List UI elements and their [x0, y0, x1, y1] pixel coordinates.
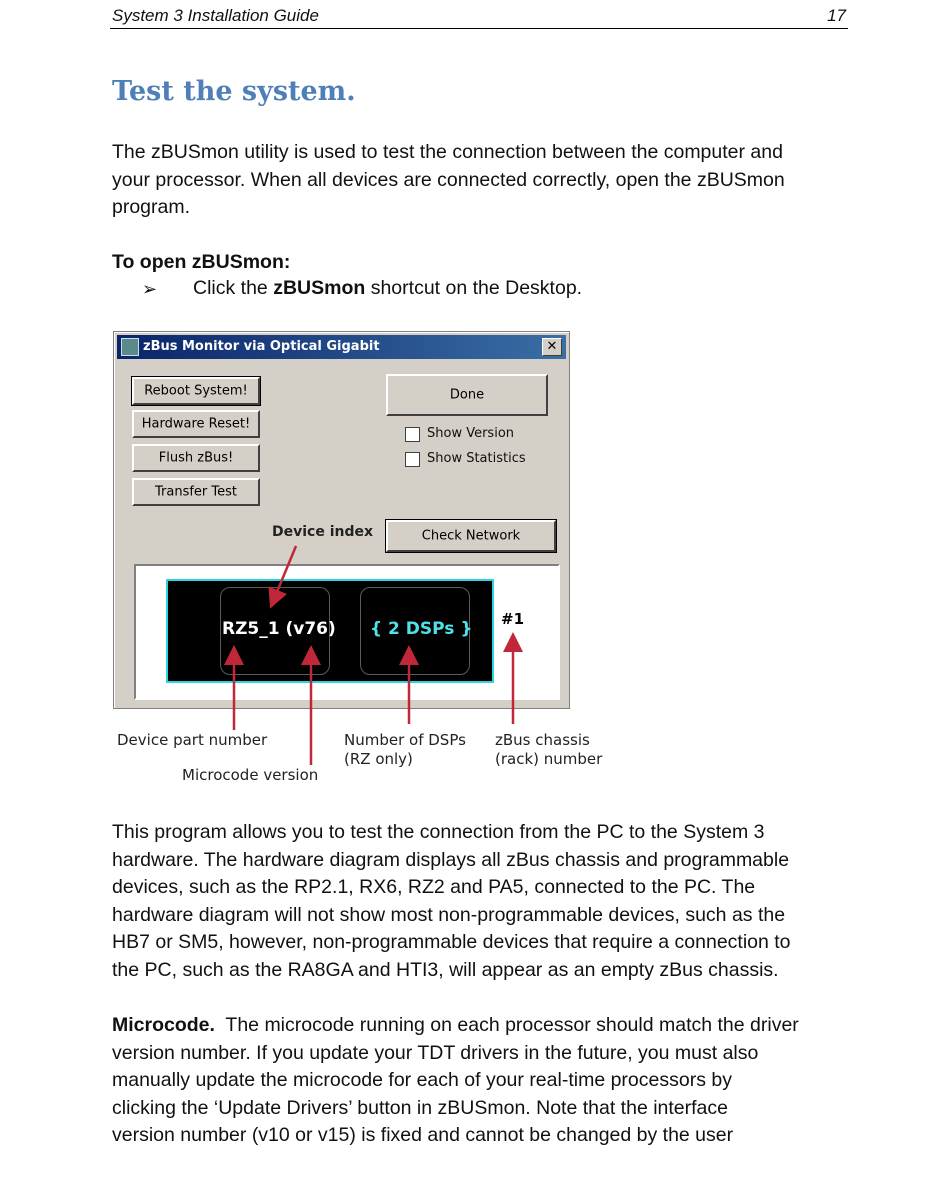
- intro-line: your processor. When all devices are connected correctly, open the zBUSmon: [112, 168, 785, 191]
- microcode-line: version number. If you update your TDT drivers in the future, you must also: [112, 1041, 759, 1064]
- device-index-arrow: [272, 546, 296, 604]
- device-index-label: Device index: [272, 524, 374, 540]
- guide-title: System 3 Installation Guide: [112, 6, 319, 25]
- callout-number-of-dsps: Number of DSPs (RZ only): [344, 731, 466, 768]
- arrow-bullet-icon: ➢: [142, 279, 158, 299]
- microcode-paragraph: [112, 1012, 852, 1150]
- microcode-line: clicking the ‘Update Drivers’ button in zBUSmon. Note that the interface: [112, 1096, 728, 1119]
- callout-microcode-version: Microcode version: [182, 766, 319, 784]
- microcode-line: version number (v10 or v15) is fixed and cannot be changed by the user: [112, 1124, 734, 1146]
- body-line: the PC, such as the RA8GA and HTI3, will appear as an empty zBus chassis.: [112, 958, 779, 981]
- section-title: Test the system.: [112, 76, 356, 107]
- transfer-test-button[interactable]: Transfer Test: [132, 478, 260, 506]
- flush-zbus-button[interactable]: Flush zBus!: [132, 444, 260, 472]
- page-number: 17: [827, 6, 846, 25]
- device-card-label: RZ5_1 (v76): [222, 619, 336, 639]
- dsp-count-label: { 2 DSPs }: [370, 619, 473, 639]
- procedure-heading: To open zBUSmon:: [112, 251, 291, 273]
- body-line: hardware diagram will not show most non-programmable devices, such as the: [112, 903, 786, 926]
- body-line: hardware. The hardware diagram displays all zBus chassis and programmable: [112, 848, 790, 871]
- dialog-title: zBus Monitor via Optical Gigabit: [143, 339, 380, 354]
- intro-line: program.: [112, 196, 191, 218]
- procedure-step: Click the zBUSmon shortcut on the Desktop.: [193, 277, 583, 299]
- body-line: devices, such as the RP2.1, RX6, RZ2 and PA5, connected to the PC. The: [112, 876, 756, 898]
- intro-line: The zBUSmon utility is used to test the connection between the computer and: [112, 141, 783, 163]
- done-button[interactable]: Done: [386, 374, 548, 416]
- zbus-monitor-dialog: zBus Monitor via Optical Gigabit ✕ Reboot System! Hardware Reset! Flush zBus! Transfer Test Done Show Version Show Statistics Device index Check Network RZ5_1 (v76) { 2 DSPs } #1: [113, 331, 570, 709]
- check-network-button[interactable]: Check Network: [386, 520, 556, 552]
- callout-zbus-chassis: zBus chassis (rack) number: [495, 731, 603, 768]
- reboot-system-button[interactable]: Reboot System!: [132, 377, 260, 405]
- rack-number: #1: [501, 610, 525, 628]
- microcode-line: Microcode. The microcode running on each processor should match the driver: [112, 1014, 799, 1036]
- body-paragraph: [112, 819, 852, 984]
- body-line: HB7 or SM5, however, non-programmable devices that require a connection to: [112, 931, 791, 953]
- close-icon[interactable]: ✕: [542, 338, 562, 356]
- callout-device-part-number: Device part number: [117, 731, 268, 749]
- hardware-reset-button[interactable]: Hardware Reset!: [132, 410, 260, 438]
- body-line: This program allows you to test the connection from the PC to the System 3: [112, 821, 765, 843]
- microcode-line: manually update the microcode for each of your real-time processors by: [112, 1069, 732, 1091]
